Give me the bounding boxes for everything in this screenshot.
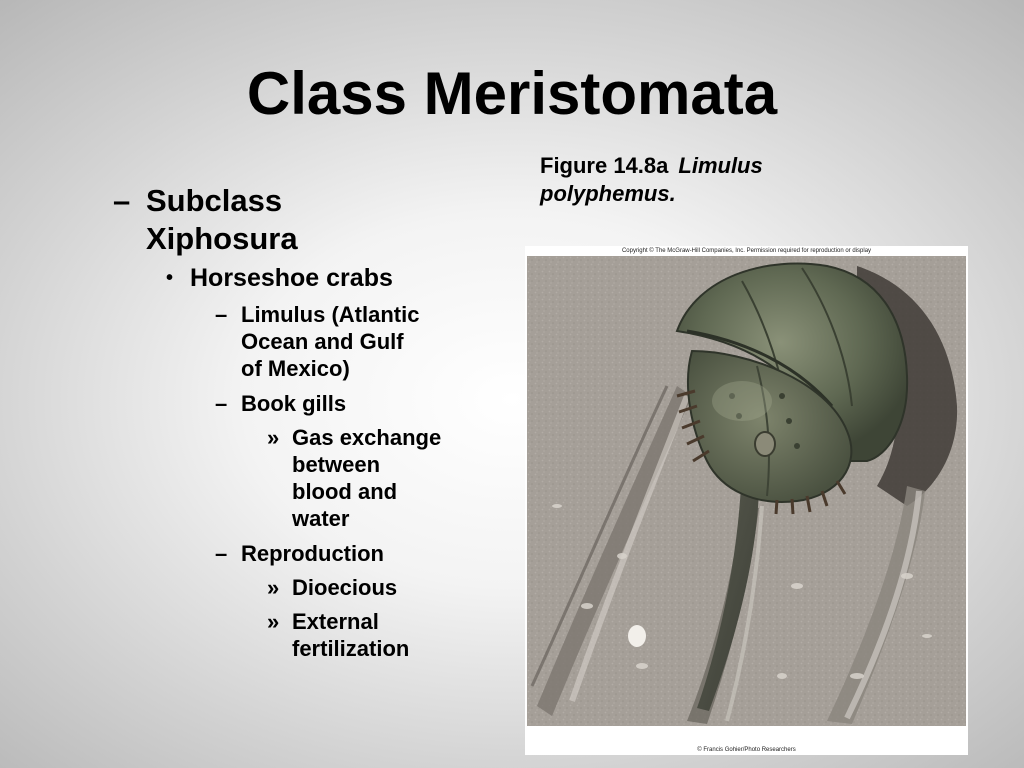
chevron-marker: » — [267, 575, 280, 600]
bullet-text: Book gills — [241, 391, 347, 416]
bullet-text: Xiphosura — [146, 221, 298, 256]
bullet-text: water — [292, 506, 350, 531]
figure-image-frame — [525, 246, 968, 755]
figure-caption — [540, 152, 870, 208]
bullet-text: blood and — [292, 479, 398, 504]
bullet-text: Reproduction — [241, 541, 384, 566]
dash-marker: – — [215, 541, 228, 566]
dash-marker: – — [215, 302, 228, 327]
horseshoe-crab-photo — [527, 256, 966, 726]
dash-marker: – — [215, 391, 228, 416]
bullet-text: Limulus (Atlantic — [241, 302, 420, 327]
bullet-text: Horseshoe crabs — [190, 264, 393, 292]
bullet-text: Gas exchange — [292, 425, 442, 450]
copyright-notice: Copyright © The McGraw-Hill Companies, Inc. Permission required for reproduction or display — [621, 248, 872, 254]
bullet-text: between — [292, 452, 381, 477]
bullet-text: Ocean and Gulf — [241, 329, 404, 354]
species-name: Limulus — [678, 153, 763, 178]
bullet-text: Subclass — [146, 183, 283, 218]
figure-label: Figure 14.8a — [540, 153, 669, 178]
bullet-text: fertilization — [292, 636, 410, 661]
dot-marker: • — [166, 267, 174, 289]
bullet-text: of Mexico) — [241, 356, 350, 381]
bullet-text: External — [292, 609, 379, 634]
bullet-text: Dioecious — [292, 575, 398, 600]
dash-marker: – — [113, 183, 131, 218]
chevron-marker: » — [267, 425, 280, 450]
photo-credit: © Francis Gohier/Photo Researchers — [697, 747, 796, 753]
chevron-marker: » — [267, 609, 280, 634]
species-name: polyphemus. — [540, 181, 676, 206]
slide-title: Class Meristomata — [246, 60, 778, 127]
